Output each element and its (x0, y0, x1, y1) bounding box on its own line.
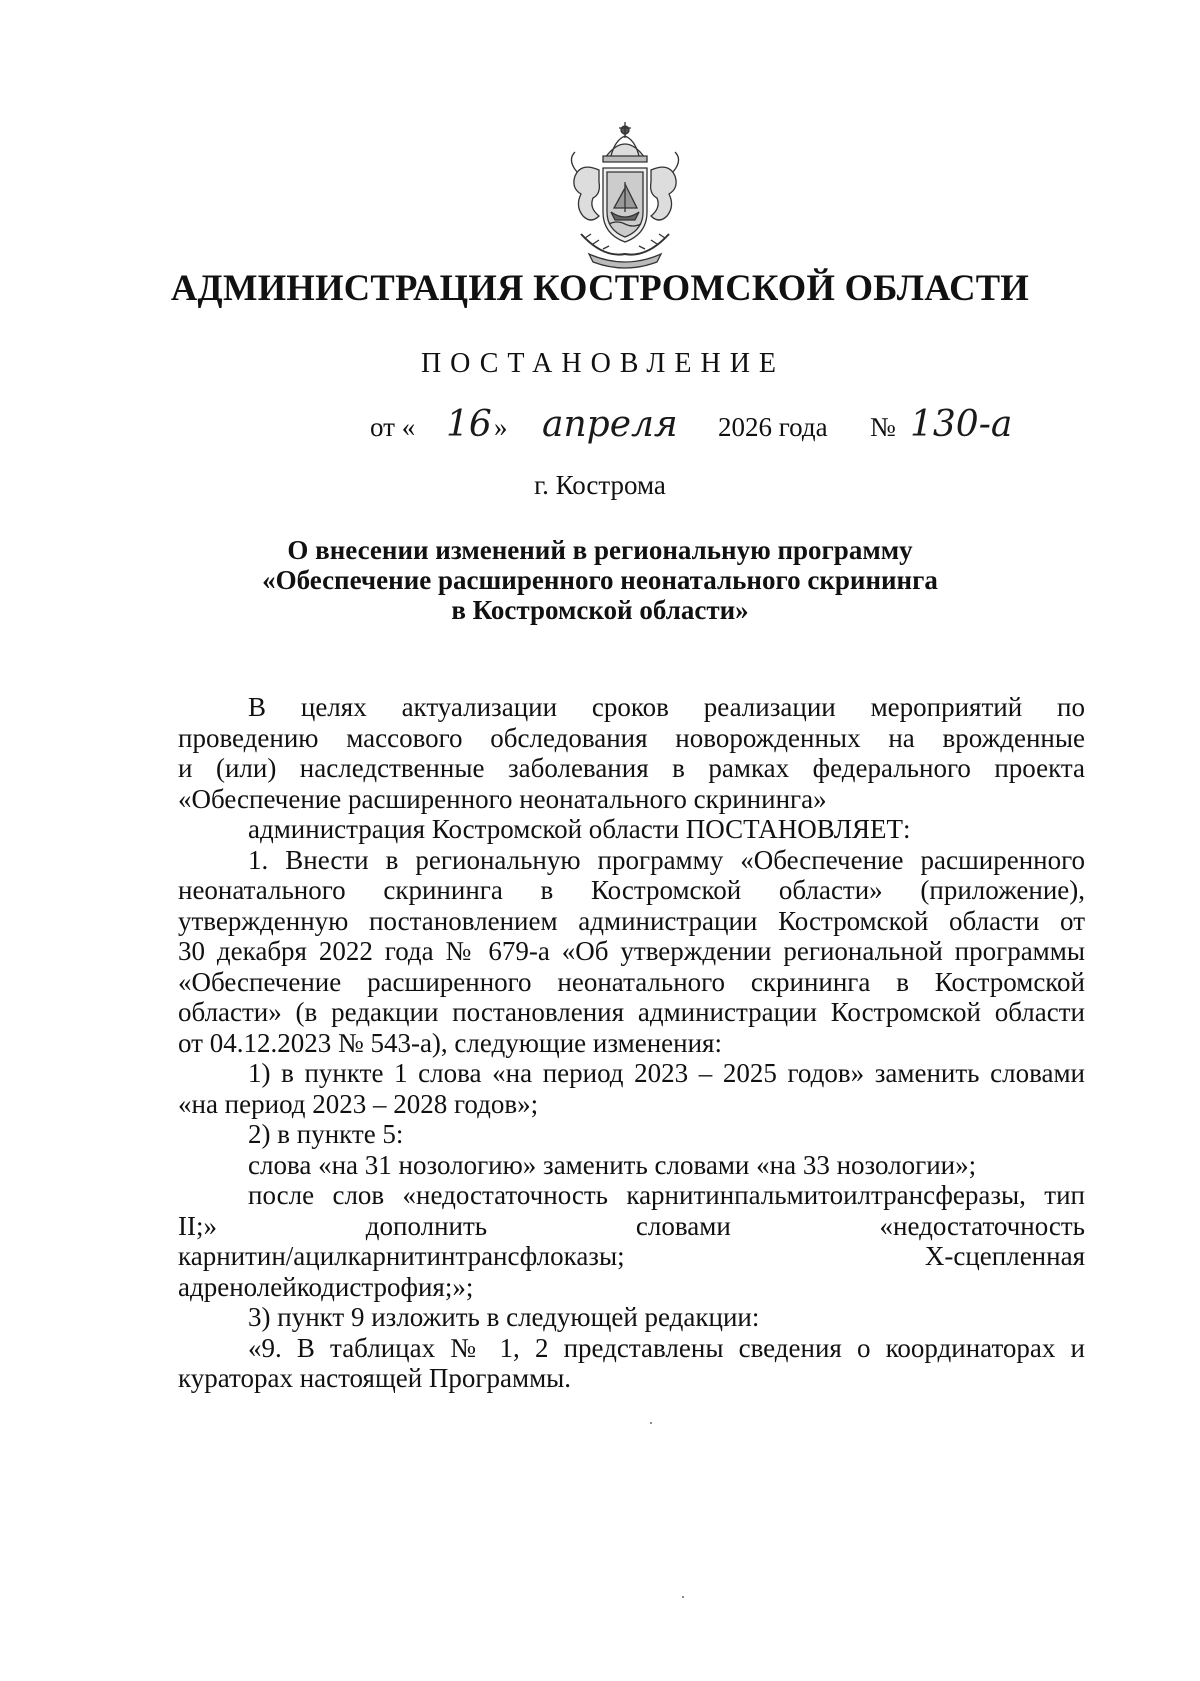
date-prefix: от « (370, 412, 416, 442)
body-line: от 04.12.2023 № 543-а), следующие изменения: (178, 1027, 722, 1058)
body-line: 3) пункт 9 изложить в следующей редакции: (248, 1302, 760, 1332)
body-line: «Обеспечение расширенного неонатального скрининга» (178, 783, 827, 814)
subject-line: О внесении изменений в региональную программу (287, 535, 913, 565)
scan-speck (682, 1596, 684, 1598)
subject-line: в Костромской области» (451, 595, 749, 625)
body-line: и (или) наследственные заболевания в рамках федерального проекта (178, 753, 1085, 783)
body-line: 2) в пункте 5: (248, 1119, 404, 1149)
handwritten-month: апреля (542, 404, 678, 445)
coat-of-arms-emblem (545, 112, 705, 272)
body-line: карнитин/ацилкарнитинтрансфлоказы; Х-сцепленная (178, 1241, 1085, 1271)
body-line: 1) в пункте 1 слова «на период 2023 – 2025 годов» заменить словами (248, 1058, 1085, 1088)
body-line: «на период 2023 – 2028 годов»; (178, 1088, 539, 1119)
body-line: 1. Внести в региональную программу «Обеспечение расширенного (248, 844, 1085, 875)
body-line: после слов «недостаточность карнитинпальмитоилтрансферазы, тип (248, 1180, 1085, 1210)
body-line: адренолейкодистрофия;»; (178, 1271, 474, 1302)
body-line: кураторах настоящей Программы. (178, 1363, 572, 1393)
city: г. Кострома (534, 470, 666, 500)
body-line: утвержденную постановлением администрации Костромской области от (178, 905, 1085, 936)
scan-speck (650, 1422, 652, 1424)
body-line: слова «на 31 нозологию» заменить словами «на 33 нозологии»; (248, 1149, 977, 1180)
date-year: 2026 года (718, 412, 828, 442)
body-line: администрация Костромской области ПОСТАНОВЛЯЕТ: (248, 814, 911, 844)
handwritten-day: 16 (446, 404, 492, 445)
handwritten-number: 130-а (910, 404, 1013, 445)
body-line: II;» дополнить словами «недостаточность (178, 1210, 1085, 1241)
body-line: проведению массового обследования новорожденных на врожденные (178, 722, 1085, 753)
document-subject (0, 535, 1200, 625)
body-line: «Обеспечение расширенного неонатального скрининга в Костромской (178, 966, 1085, 997)
body-line: области» (в редакции постановления администрации Костромской области (178, 997, 1085, 1027)
document-type: ПОСТАНОВЛЕНИЕ (420, 348, 786, 379)
organization-title: АДМИНИСТРАЦИЯ КОСТРОМСКОЙ ОБЛАСТИ (170, 267, 1030, 308)
date-quote-close: » (494, 412, 508, 442)
subject-line: «Обеспечение расширенного неонатального скрининга (262, 565, 938, 595)
document-body (178, 692, 1085, 1394)
body-line: В целях актуализации сроков реализации мероприятий по (248, 692, 1085, 722)
body-line: неонатального скрининга в Костромской области» (приложение), (178, 875, 1085, 905)
number-sign: № (870, 412, 896, 442)
body-line: 30 декабря 2022 года № 679-а «Об утверждении региональной программы (178, 936, 1085, 966)
body-line: «9. В таблицах № 1, 2 представлены сведения о координаторах и (248, 1332, 1085, 1363)
